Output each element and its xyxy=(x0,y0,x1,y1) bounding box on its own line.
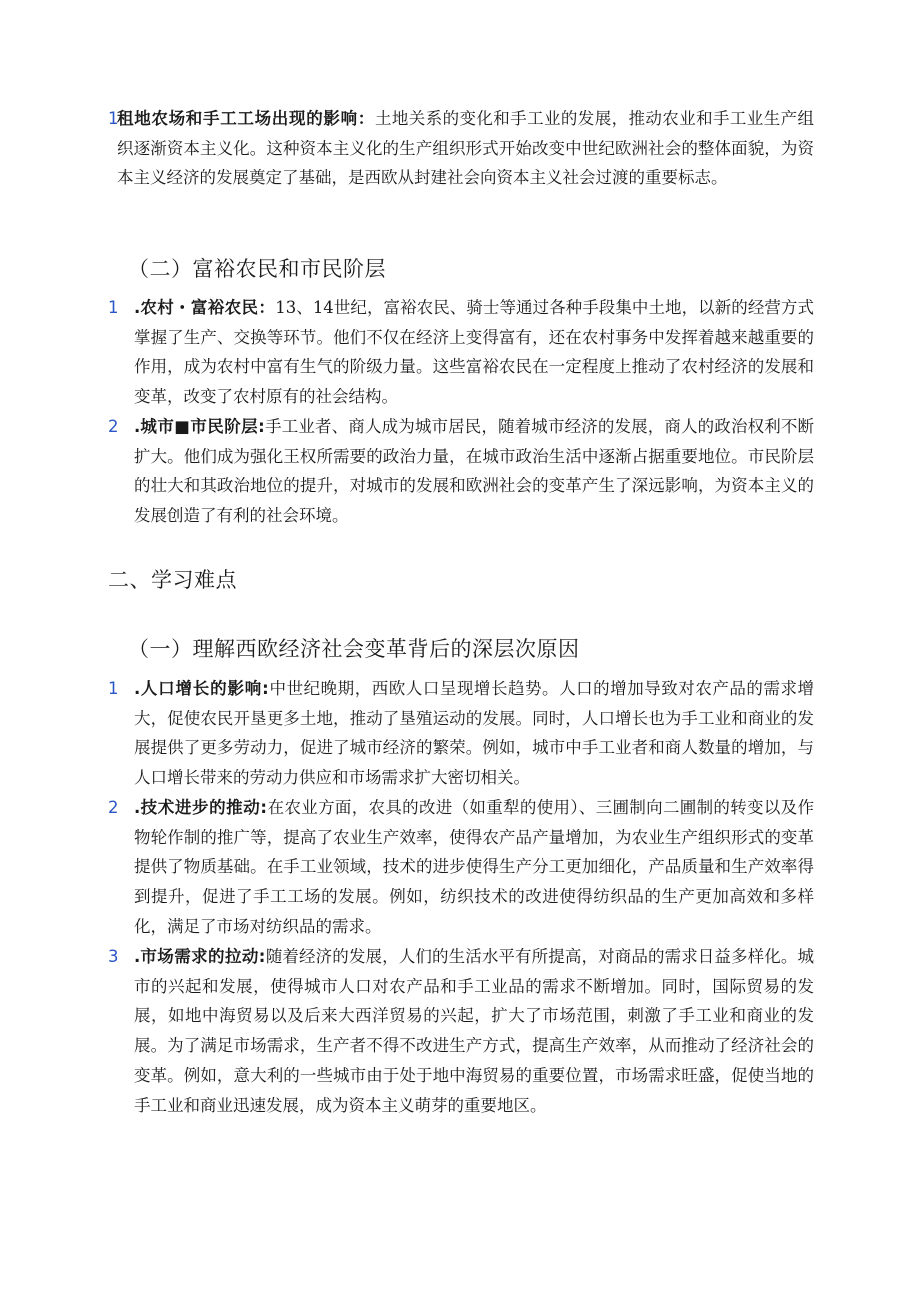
list-item xyxy=(108,293,814,412)
item-label: 农村・富裕农民： xyxy=(140,298,276,317)
section-heading-deep-causes: （一）理解西欧经济社会变革背后的深层次原因 xyxy=(128,637,580,661)
item-number: 1 xyxy=(108,298,119,317)
item-body: .农村・富裕农民：13、14世纪，富裕农民、骑士等通过各种手段集中土地，以新的经营方式掌握了生产、交换等环节。他们不仅在经济上变得富有，还在农村事务中发挥着越来越重要的作用，成为农村中富有生气的阶级力量。这些富裕农民在一定程度上推动了农村经济的发展和变革，改变了农村原有的社会结构。 xyxy=(134,298,814,407)
item-body: .市场需求的拉动:随着经济的发展，人们的生活水平有所提高，对商品的需求日益多样化。城市的兴起和发展，使得城市人口对农产品和手工业品的需求不断增加。同时，国际贸易的发展，如地中海贸易以及后来大西洋贸易的兴起，扩大了市场范围，刺激了手工业和商业的发展。为了满足市场需求，生产者不得不改进生产方式，提高生产效率，从而推动了经济社会的变革。例如，意大利的一些城市由于处于地中海贸易的重要位置，市场需求旺盛，促使当地的手工业和商业迅速发展，成为资本主义萌芽的重要地区。 xyxy=(134,947,815,1115)
item-label: 技术进步的推动: xyxy=(140,798,268,817)
list-item xyxy=(108,942,814,1120)
item-label: 城市■市民阶层: xyxy=(140,417,265,436)
list-item xyxy=(108,674,814,793)
item-number: 2 xyxy=(108,798,119,817)
part-heading-difficulties: 二、学习难点 xyxy=(108,568,237,592)
list-item xyxy=(108,793,814,942)
item-text: 中世纪晚期，西欧人口呈现增长趋势。人口的增加导致对农产品的需求增大，促使农民开垦更多土地，推动了垦殖运动的发展。同时，人口增长也为手工业和商业的发展提供了更多劳动力，促进了城市经济的繁荣。例如，城市中手工业者和商人数量的增加，与人口增长带来的劳动力供应和市场需求扩大密切相关。 xyxy=(134,679,815,788)
item-text: 手工业者、商人成为城市居民，随着城市经济的发展，商人的政治权利不断扩大。他们成为强化王权所需要的政治力量，在城市政治生活中逐渐占据重要地位。市民阶层的壮大和其政治地位的提升，对城市的发展和欧洲社会的变革产生了深远影响，为资本主义的发展创造了有利的社会环境。 xyxy=(134,417,814,526)
item-text: 随着经济的发展，人们的生活水平有所提高，对商品的需求日益多样化。城市的兴起和发展，使得城市人口对农产品和手工业品的需求不断增加。同时，国际贸易的发展，如地中海贸易以及后来大西洋贸易的兴起，扩大了市场范围，刺激了手工业和商业的发展。为了满足市场需求，生产者不得不改进生产方式，提高生产效率，从而推动了经济社会的变革。例如，意大利的一些城市由于处于地中海贸易的重要位置，市场需求旺盛，促使当地的手工业和商业迅速发展，成为资本主义萌芽的重要地区。 xyxy=(134,947,815,1115)
item-label: 人口增长的影响: xyxy=(140,679,270,698)
item-body: .技术进步的推动:在农业方面，农具的改进（如重犁的使用）、三圃制向二圃制的转变以及作物轮作制的推广等，提高了农业生产效率，使得农产品产量增加，为农业生产组织形式的变革提供了物质基础。在手工业领域，技术的进步使得生产分工更加细化，产品质量和生产效率得到提升，促进了手工工场的发展。例如，纺织技术的改进使得纺织品的生产更加高效和多样化，满足了市场对纺织品的需求。 xyxy=(134,798,815,936)
item-label: 市场需求的拉动: xyxy=(140,947,266,966)
item-text: 在农业方面，农具的改进（如重犁的使用）、三圃制向二圃制的转变以及作物轮作制的推广等，提高了农业生产效率，使得农产品产量增加，为农业生产组织形式的变革提供了物质基础。在手工业领域，技术的进步使得生产分工更加细化，产品质量和生产效率得到提升，促进了手工工场的发展。例如，纺织技术的改进使得纺织品的生产更加高效和多样化，满足了市场对纺织品的需求。 xyxy=(134,798,815,936)
item-label: 租地农场和手工工场出现的影响： xyxy=(117,109,375,128)
item-text: 13、14世纪，富裕农民、骑士等通过各种手段集中土地，以新的经营方式掌握了生产、交换等环节。他们不仅在经济上变得富有，还在农村事务中发挥着越来越重要的作用，成为农村中富有生气的阶级力量。这些富裕农民在一定程度上推动了农村经济的发展和变革，改变了农村原有的社会结构。 xyxy=(134,298,814,407)
item-body: .人口增长的影响:中世纪晚期，西欧人口呈现增长趋势。人口的增加导致对农产品的需求增大，促使农民开垦更多土地，推动了垦殖运动的发展。同时，人口增长也为手工业和商业的发展提供了更多劳动力，促进了城市经济的繁荣。例如，城市中手工业者和商人数量的增加，与人口增长带来的劳动力供应和市场需求扩大密切相关。 xyxy=(134,679,815,788)
item-body xyxy=(108,104,814,193)
list-item xyxy=(108,412,814,531)
section-heading-rich-peasants: （二）富裕农民和市民阶层 xyxy=(128,257,386,281)
item-number: 2 xyxy=(108,417,119,436)
intro-item xyxy=(108,104,814,193)
item-text: 土地关系的变化和手工业的发展，推动农业和手工业生产组织逐渐资本主义化。这种资本主义化的生产组织形式开始改变中世纪欧洲社会的整体面貌，为资本主义经济的发展奠定了基础，是西欧从封建社会向资本主义社会过渡的重要标志。 xyxy=(117,109,815,188)
item-body: .城市■市民阶层:手工业者、商人成为城市居民，随着城市经济的发展，商人的政治权利不断扩大。他们成为强化王权所需要的政治力量，在城市政治生活中逐渐占据重要地位。市民阶层的壮大和其政治地位的提升，对城市的发展和欧洲社会的变革产生了深远影响，为资本主义的发展创造了有利的社会环境。 xyxy=(134,417,814,526)
item-number: 1 xyxy=(108,679,119,698)
item-number: 1 xyxy=(108,109,119,128)
item-number: 3 xyxy=(108,947,119,966)
